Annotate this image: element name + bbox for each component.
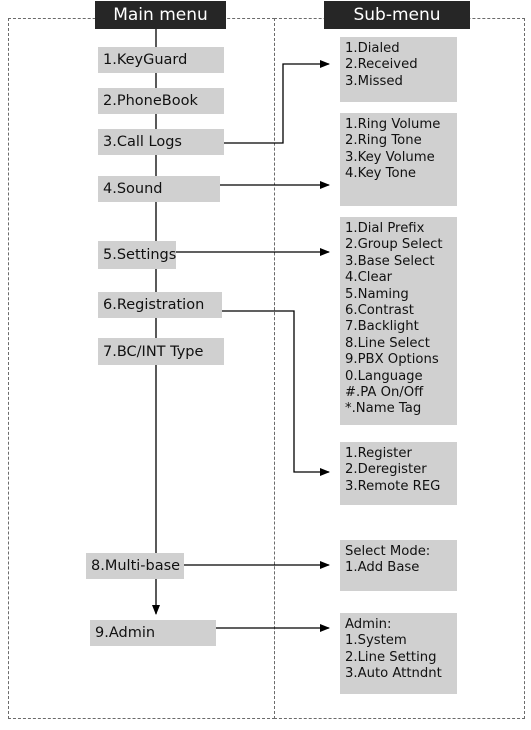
sub-item: 0.Language (345, 368, 423, 384)
sub-item: Admin: (345, 617, 392, 632)
sub-item: 3.Key Volume (345, 149, 435, 165)
main-item-admin: 9.Admin (90, 620, 216, 646)
sub-menu-admin (340, 613, 457, 694)
sub-item: 2.Line Setting (345, 649, 437, 665)
sub-menu-sound (340, 113, 457, 206)
main-item-registration: 6.Registration (98, 292, 222, 318)
main-item-bc-int-type: 7.BC/INT Type (98, 338, 224, 365)
sub-item: 7.Backlight (345, 319, 419, 335)
call-logs-connector (224, 64, 329, 143)
main-item-keyguard: 1.KeyGuard (98, 47, 224, 73)
sub-item: 1.Dial Prefix (345, 221, 425, 236)
sub-item: 6.Contrast (345, 303, 414, 319)
registration-connector (222, 311, 329, 472)
sub-item: 2.Deregister (345, 462, 427, 478)
sub-item: 3.Base Select (345, 253, 435, 269)
main-item-settings: 5.Settings (98, 241, 176, 269)
main-item-sound: 4.Sound (98, 176, 220, 202)
sub-item: Select Mode: (345, 544, 431, 559)
sub-item: 2.Group Select (345, 237, 443, 253)
main-menu-header: Main menu (95, 1, 226, 29)
sub-item: 1.Ring Volume (345, 117, 441, 132)
sub-item: 8.Line Select (345, 335, 430, 351)
main-item-phonebook: 2.PhoneBook (98, 88, 224, 114)
sub-item: 3.Auto Attndnt (345, 666, 442, 682)
sub-item: 4.Key Tone (345, 166, 417, 182)
sub-item: *.Name Tag (345, 401, 422, 417)
main-item-multi-base: 8.Multi-base (86, 553, 184, 579)
sub-item: 1.Dialed (345, 41, 400, 56)
sub-item: 2.Received (345, 57, 418, 73)
sub-item: 4.Clear (345, 270, 393, 286)
sub-menu-header: Sub-menu (324, 1, 470, 29)
sub-item: 3.Remote REG (345, 478, 441, 494)
sub-menu-settings (340, 217, 457, 425)
sub-item: 3.Missed (345, 73, 403, 89)
sub-item: 1.Add Base (345, 560, 420, 576)
sub-item: 1.Register (345, 446, 412, 461)
sub-item: 9.PBX Options (345, 352, 439, 368)
sub-item: 2.Ring Tone (345, 133, 422, 149)
sub-menu-multi-base (340, 540, 457, 591)
sub-item: 5.Naming (345, 286, 409, 302)
sub-item: 1.System (345, 633, 407, 649)
sub-menu-registration (340, 442, 457, 505)
main-item-call-logs: 3.Call Logs (98, 129, 224, 155)
sub-item: #.PA On/Off (345, 385, 424, 401)
sub-menu-call-logs (340, 37, 457, 102)
